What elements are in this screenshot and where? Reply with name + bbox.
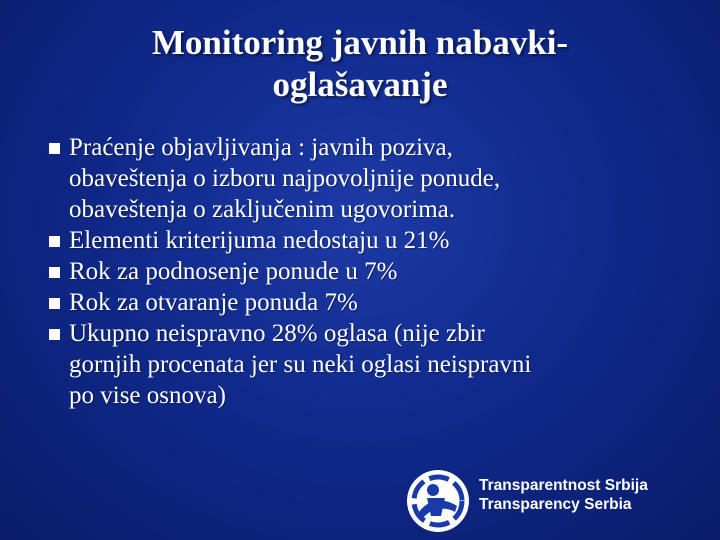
title-line-1: Monitoring javnih nabavki- bbox=[151, 23, 569, 62]
square-bullet-icon bbox=[49, 236, 60, 247]
bullet-text-line: obaveštenja o zaključenim ugovorima. bbox=[69, 196, 455, 223]
bullet-text-line: Elementi kriterijuma nedostaju u 21% bbox=[69, 227, 450, 254]
square-bullet-icon bbox=[49, 298, 60, 309]
bullet-list bbox=[0, 132, 700, 411]
bullet-item bbox=[0, 132, 700, 225]
square-bullet-icon bbox=[49, 143, 60, 154]
bullet-text-line: Rok za podnosenje ponude u 7% bbox=[69, 258, 398, 285]
bullet-text-line: po vise osnova) bbox=[69, 382, 226, 409]
bullet-text-line: Ukupno neispravno 28% oglasa (nije zbir bbox=[69, 320, 485, 347]
logo-name-line-1: Transparentnost Srbija bbox=[479, 477, 648, 494]
bullet-item bbox=[0, 318, 700, 411]
bullet-text-line: Rok za otvaranje ponuda 7% bbox=[69, 289, 358, 316]
transparency-serbia-logo bbox=[405, 468, 705, 528]
square-bullet-icon bbox=[49, 267, 60, 278]
bullet-text-line: gornjih procenata jer su neki oglasi neispravni bbox=[69, 351, 532, 378]
bullet-text-line: Praćenje objavljivanja : javnih poziva, bbox=[69, 134, 453, 161]
bullet-item bbox=[0, 287, 700, 318]
title-line-2: oglašavanje bbox=[272, 65, 448, 104]
transparency-emblem-icon bbox=[405, 468, 471, 534]
bullet-text-line: obaveštenja o izboru najpovoljnije ponude, bbox=[69, 165, 501, 192]
bullet-item bbox=[0, 225, 700, 256]
bullet-item bbox=[0, 256, 700, 287]
slide-title bbox=[60, 22, 660, 106]
logo-name-line-2: Transparency Serbia bbox=[479, 496, 632, 513]
square-bullet-icon bbox=[49, 329, 60, 340]
